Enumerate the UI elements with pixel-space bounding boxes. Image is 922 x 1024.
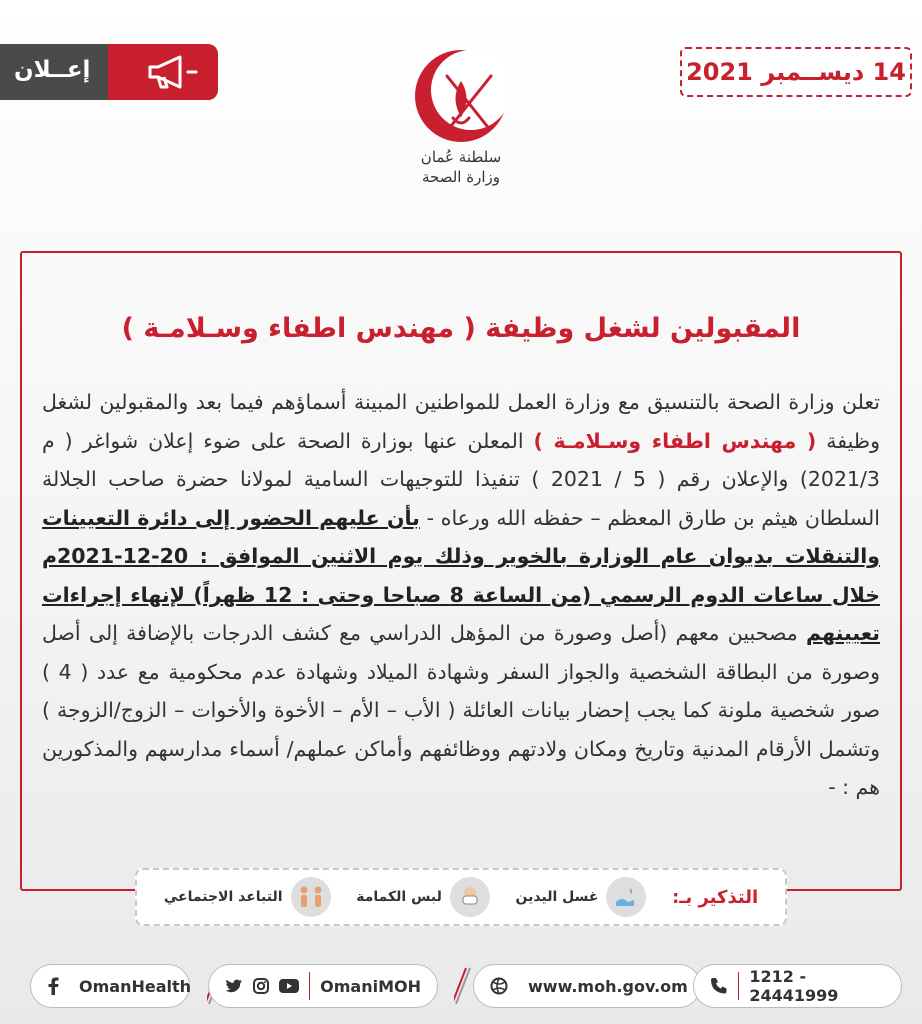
facebook-pill[interactable] (30, 964, 190, 1008)
globe-icon (490, 977, 508, 995)
notice-card (20, 251, 902, 891)
divider-slash (454, 966, 472, 1006)
notice-intro: تعلن وزارة الصحة بالتنسيق مع وزارة العمل للمواطنين المبينة أسماؤهم فيما بعد والمقبولين لشغل وظيفة (42, 390, 880, 453)
reminder-item-hand-wash (516, 877, 647, 917)
social-handle: OmaniMOH (320, 976, 421, 996)
reminder-label-mask: لبس الكمامة (356, 889, 442, 905)
notice-documents: مصحبين معهم (أصل وصورة من المؤهل الدراسي مع كشف الدرجات بالإضافة إلى أصل وصورة من البطاقة الشخصية والجواز السفر وشهادة الميلاد وشهادة عدم محكومية مع عدد ( 4 ) صور شخصية ملونة كما يجب إحضار بيانات العائلة ( الأب – الأم – الأخوة والأخوات – الزوج/الزوجة ) وتشمل الأرقام المدنية وتاريخ ومكان ولادتهم ووظائفهم وأماكن عملهم/ أسماء مدارسهم والمذكورين هم : - (42, 621, 881, 799)
logo-text-sultanate: سلطنة عُمان (420, 148, 502, 166)
reminder-label-distance: التباعد الاجتماعي (163, 889, 283, 905)
website-url: www.moh.gov.om (528, 976, 688, 996)
crescent-emblem-icon (395, 46, 527, 146)
facebook-handle: OmanHealth (79, 976, 192, 996)
reminder-title: التذكير بـ: (672, 886, 759, 908)
notice-attendance: بأن عليهم الحضور إلى دائرة التعيينات والتنقلات بديوان عام الوزارة بالخوير وذلك يوم الاثنين الموافق : 20-12-2021م خلال ساعات الدوم الرسمي (من الساعة 8 صباحا وحتى : 12 ظهراً) لإنهاء إجراءات تعيينهم (42, 505, 880, 645)
notice-body (42, 383, 880, 807)
divider (738, 972, 739, 1000)
reminder-label-hand-wash: غسل اليدين (515, 889, 599, 905)
reminder-item-mask (356, 877, 490, 917)
reminder-item-distance (164, 877, 331, 917)
phone-icon (710, 977, 728, 995)
phone-number: 1212 - 24441999 (749, 967, 839, 1005)
youtube-icon (279, 979, 299, 993)
footer-contacts (30, 964, 902, 1008)
reminder-strip (135, 868, 787, 926)
notice-reference: المعلن عنها بوزارة الصحة على ضوء إعلان شواغر ( م 2021/3) والإعلان رقم ( 5 / 2021 ) تنفيذا للتوجيهات السامية لمولانا حضرة صاحب الجلالة السلطان هيثم بن طارق المعظم – حفظه الله ورعاه - (42, 428, 880, 530)
social-distance-icon (291, 877, 331, 917)
facebook-icon (47, 977, 59, 995)
twitter-icon (225, 979, 243, 994)
divider (309, 972, 310, 1000)
megaphone-icon (144, 54, 200, 90)
notice-title: المقبولين لشغل وظيفة ( مهندس اطفاء وسـلامـة ) (121, 313, 801, 344)
face-mask-icon (450, 877, 490, 917)
date-text: 14 ديســمبر 2021 (686, 58, 906, 86)
announcement-badge (0, 44, 218, 100)
date-badge (680, 47, 912, 97)
social-pill[interactable] (208, 964, 438, 1008)
announcement-label: إعــلان (14, 57, 91, 83)
ministry-logo (395, 46, 527, 214)
notice-job-title: ( مهندس اطفاء وسـلامـة ) (533, 428, 817, 453)
hand-wash-icon (606, 877, 646, 917)
phone-pill[interactable] (693, 964, 902, 1008)
logo-text-ministry: وزارة الصحة (422, 168, 500, 186)
instagram-icon (253, 978, 269, 994)
website-pill[interactable] (473, 964, 701, 1008)
